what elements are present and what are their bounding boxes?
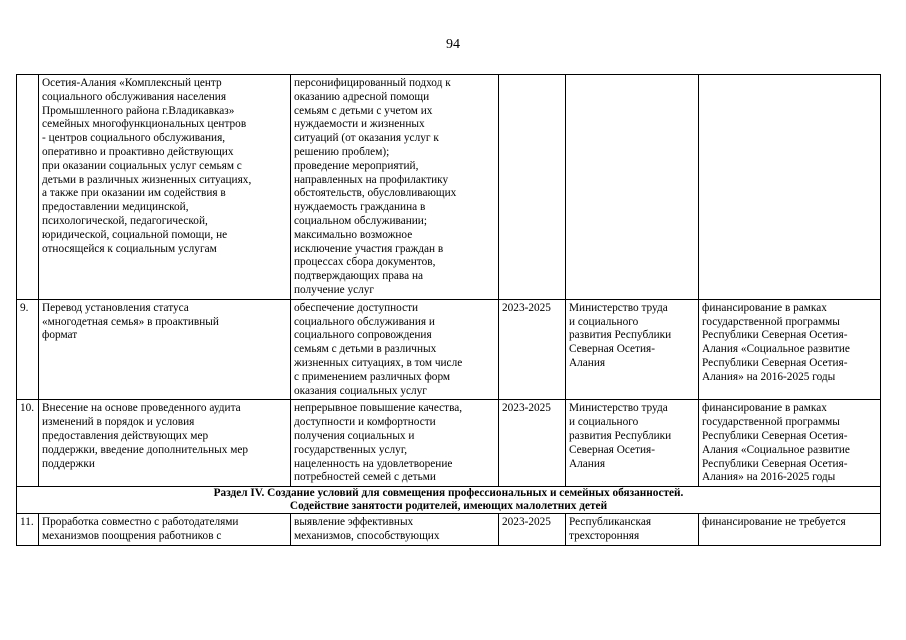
executor-cell: Министерство труда и социального развития Республики Северная Осетия- Алания — [566, 400, 699, 487]
table-row — [17, 299, 881, 400]
financing-cell: финансирование в рамках государственной программы Республики Северная Осетия- Алания «Социальное развитие Республики Северная Осетия- Алания» на 2016-2025 годы — [699, 400, 881, 487]
measures-table — [16, 74, 881, 546]
row-number-cell: 9. — [17, 299, 39, 400]
period-cell — [499, 75, 566, 300]
financing-cell: финансирование не требуется — [699, 514, 881, 546]
executor-cell: Республиканская трехсторонняя — [566, 514, 699, 546]
section-title: Раздел IV. Создание условий для совмещения профессиональных и семейных обязанностей. — [213, 487, 684, 500]
period-cell: 2023-2025 — [499, 299, 566, 400]
row-number-cell: 11. — [17, 514, 39, 546]
result-cell: непрерывное повышение качества, доступности и комфортности получения социальных и государственных услуг, нацеленность на удовлетворение потребностей семей с детьми — [291, 400, 499, 487]
row-number-cell — [17, 75, 39, 300]
executor-cell — [566, 75, 699, 300]
section-header-row — [17, 487, 881, 514]
action-cell: Перевод установления статуса «многодетная семья» в проактивный формат — [39, 299, 291, 400]
executor-cell: Министерство труда и социального развития Республики Северная Осетия- Алания — [566, 299, 699, 400]
section-subtitle: Содействие занятости родителей, имеющих малолетних детей — [289, 500, 608, 513]
table-row — [17, 514, 881, 546]
period-cell: 2023-2025 — [499, 514, 566, 546]
action-cell: Проработка совместно с работодателями механизмов поощрения работников с — [39, 514, 291, 546]
section-header-cell — [17, 487, 881, 514]
table-row — [17, 75, 881, 300]
financing-cell: финансирование в рамках государственной программы Республики Северная Осетия- Алания «Социальное развитие Республики Северная Осетия- Алания» на 2016-2025 годы — [699, 299, 881, 400]
action-cell: Осетия-Алания «Комплексный центр социального обслуживания населения Промышленного района г.Владикавказ» семейных многофункциональных центров - центров социального обслуживания, оперативно и проактивно действующих при оказании социальных услуг семьям с детьми в различных жизненных ситуациях, а также при оказании им содействия в предоставлении медицинской, психологической, педагогической, юридической, социальной помощи, не относящейся к социальным услугам — [39, 75, 291, 300]
period-cell: 2023-2025 — [499, 400, 566, 487]
table-row — [17, 400, 881, 487]
result-cell: обеспечение доступности социального обслуживания и социального сопровождения семьям с детьми в различных жизненных ситуациях, в том числе с применением различных форм оказания социальных услуг — [291, 299, 499, 400]
action-cell: Внесение на основе проведенного аудита изменений в порядок и условия предоставления действующих мер поддержки, введение дополнительных мер поддержки — [39, 400, 291, 487]
result-cell: персонифицированный подход к оказанию адресной помощи семьям с детьми с учетом их нуждаемости и жизненных ситуаций (от оказания услуг к решению проблем); проведение мероприятий, направленных на профилактику обстоятельств, обусловливающих нуждаемость гражданина в социальном обслуживании; максимально возможное исключение участия граждан в процессах сбора документов, подтверждающих права на получение услуг — [291, 75, 499, 300]
row-number-cell: 10. — [17, 400, 39, 487]
financing-cell — [699, 75, 881, 300]
result-cell: выявление эффективных механизмов, способствующих — [291, 514, 499, 546]
page-number: 94 — [446, 37, 460, 52]
